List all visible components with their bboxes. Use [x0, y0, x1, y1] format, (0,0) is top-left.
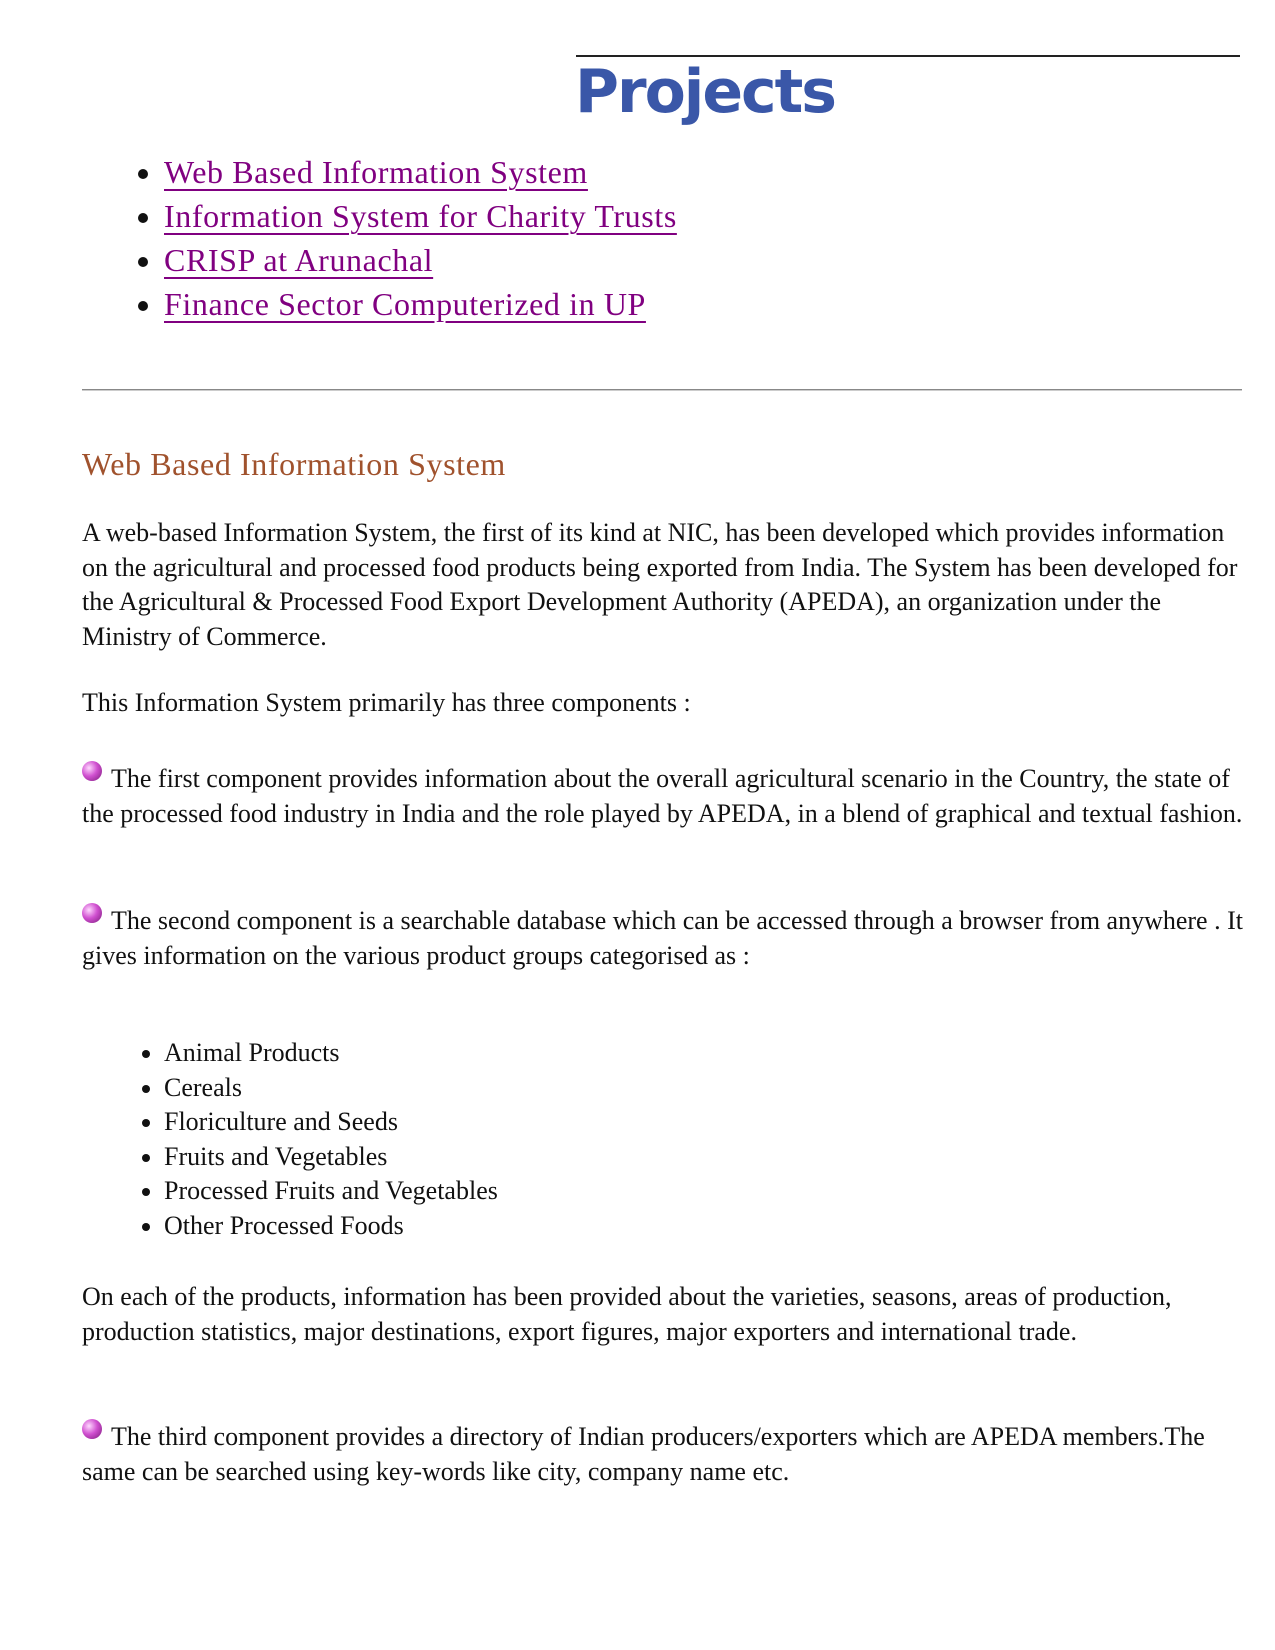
section-divider [82, 389, 1242, 391]
list-item: • Processed Fruits and Vegetables [164, 1174, 498, 1209]
list-item [164, 282, 677, 326]
project-link-charity-trusts[interactable]: Information System for Charity Trusts [164, 198, 677, 234]
list-item: • Fruits and Vegetables [164, 1140, 498, 1175]
products-info-paragraph: On each of the products, information has been provided about the varieties, seasons, areas of production, production statistics, major destinations, export figures, major exporters and international trade. [82, 1282, 1172, 1346]
project-links [118, 150, 677, 326]
page-title: Projects [575, 57, 836, 127]
list-item: • Other Processed Foods [164, 1209, 498, 1244]
intro-paragraph: A web-based Information System, the first of its kind at NIC, has been developed which provides information on the agricultural and processed food products being exported from India. The System has been developed for the Agricultural & Processed Food Export Development Authority (APEDA), an organization under the Ministry of Commerce. [82, 518, 1238, 651]
components-intro: This Information System primarily has three components : [82, 688, 691, 717]
purple-ball-icon [82, 761, 102, 781]
list-item: • Floriculture and Seeds [164, 1105, 498, 1140]
project-link-finance-sector-up[interactable]: Finance Sector Computerized in UP [164, 286, 646, 322]
purple-ball-icon [82, 903, 102, 923]
component-1-text: The first component provides information about the overall agricultural scenario in the Country, the state of the processed food industry in India and the role played by APEDA, in a blend of graphical and textual fashion. [82, 764, 1243, 828]
component-3-text: The third component provides a directory of Indian producers/exporters which are APEDA members.The same can be searched using key-words like city, company name etc. [82, 1422, 1205, 1486]
list-item: • Animal Products [164, 1036, 498, 1071]
list-item [164, 194, 677, 238]
section-heading: Web Based Information System [82, 446, 506, 482]
list-item [164, 238, 677, 282]
project-link-web-based-information-system[interactable]: Web Based Information System [164, 154, 588, 190]
component-1-paragraph [82, 761, 1252, 831]
purple-ball-icon [82, 1419, 102, 1439]
component-2-text: The second component is a searchable database which can be accessed through a browser from anywhere . It gives information on the various product groups categorised as : [82, 906, 1243, 970]
product-group-list [118, 1036, 498, 1243]
project-link-crisp-arunachal[interactable]: CRISP at Arunachal [164, 242, 434, 278]
list-item [164, 150, 677, 194]
list-item: • Cereals [164, 1071, 498, 1106]
component-2-paragraph [82, 903, 1252, 973]
component-3-paragraph [82, 1419, 1252, 1489]
